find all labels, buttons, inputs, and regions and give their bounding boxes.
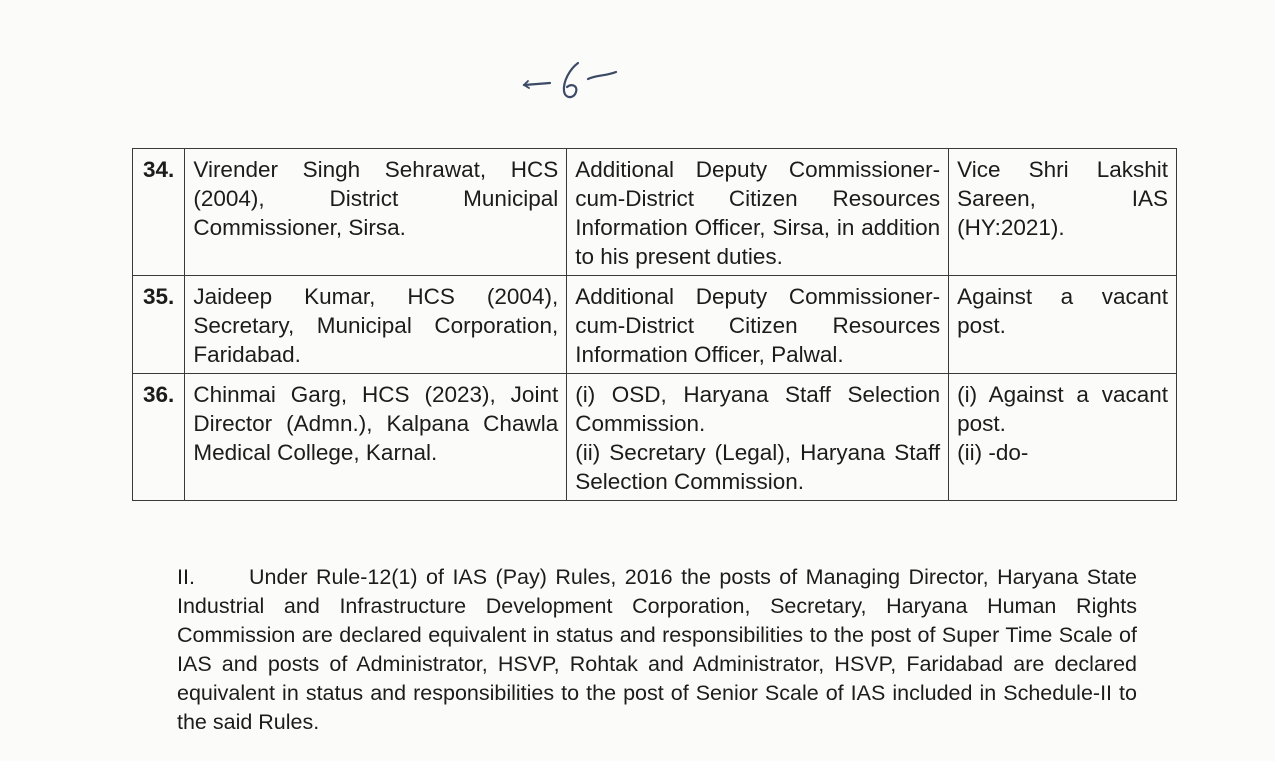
serial-number: 34.: [133, 149, 185, 276]
posting-cell: Additional Deputy Commissioner-cum-District Citizen Resources Information Officer, Sirsa, in addition to his present duties.: [567, 149, 949, 276]
serial-number: 35.: [133, 276, 185, 374]
paragraph-text: Under Rule-12(1) of IAS (Pay) Rules, 2016 the posts of Managing Director, Haryana State Industrial and Infrastructure Development Corporation, Secretary, Haryana Human Rights Commission are declared equivalent in status and responsibilities to the post of Super Time Scale of IAS and posts of Administrator, HSVP, Rohtak and Administrator, HSVP, Faridabad are declared equivalent in status and responsibilities to the post of Senior Scale of IAS included in Schedule-II to the said Rules.: [177, 565, 1137, 734]
paragraph-number: II.: [177, 565, 195, 589]
officer-name-cell: Chinmai Garg, HCS (2023), Joint Director (Admn.), Kalpana Chawla Medical College, Karnal.: [185, 374, 567, 501]
officer-name-cell: Virender Singh Sehrawat, HCS (2004), District Municipal Commissioner, Sirsa.: [185, 149, 567, 276]
posting-line: (i) OSD, Haryana Staff Selection Commission.: [575, 382, 941, 436]
posting-cell: Additional Deputy Commissioner-cum-District Citizen Resources Information Officer, Palwal.: [567, 276, 949, 374]
vice-cell: [949, 374, 1177, 501]
posting-line: (ii) Secretary (Legal), Haryana Staff Selection Commission.: [575, 440, 941, 494]
table-row: [133, 276, 1177, 374]
officer-name-cell: Jaideep Kumar, HCS (2004), Secretary, Municipal Corporation, Faridabad.: [185, 276, 567, 374]
vice-cell: Against a vacant post.: [949, 276, 1177, 374]
vice-line: (ii) -do-: [957, 440, 1029, 465]
page-number: [520, 55, 630, 105]
serial-number: 36.: [133, 374, 185, 501]
handwritten-page-number: [520, 55, 630, 105]
vice-cell: Vice Shri Lakshit Sareen, IAS (HY:2021).: [949, 149, 1177, 276]
table-row: [133, 149, 1177, 276]
posting-orders-table: [132, 148, 1177, 501]
table-row: [133, 374, 1177, 501]
rule-paragraph: [177, 563, 1137, 737]
vice-line: (i) Against a vacant post.: [957, 382, 1168, 436]
posting-cell: [567, 374, 949, 501]
